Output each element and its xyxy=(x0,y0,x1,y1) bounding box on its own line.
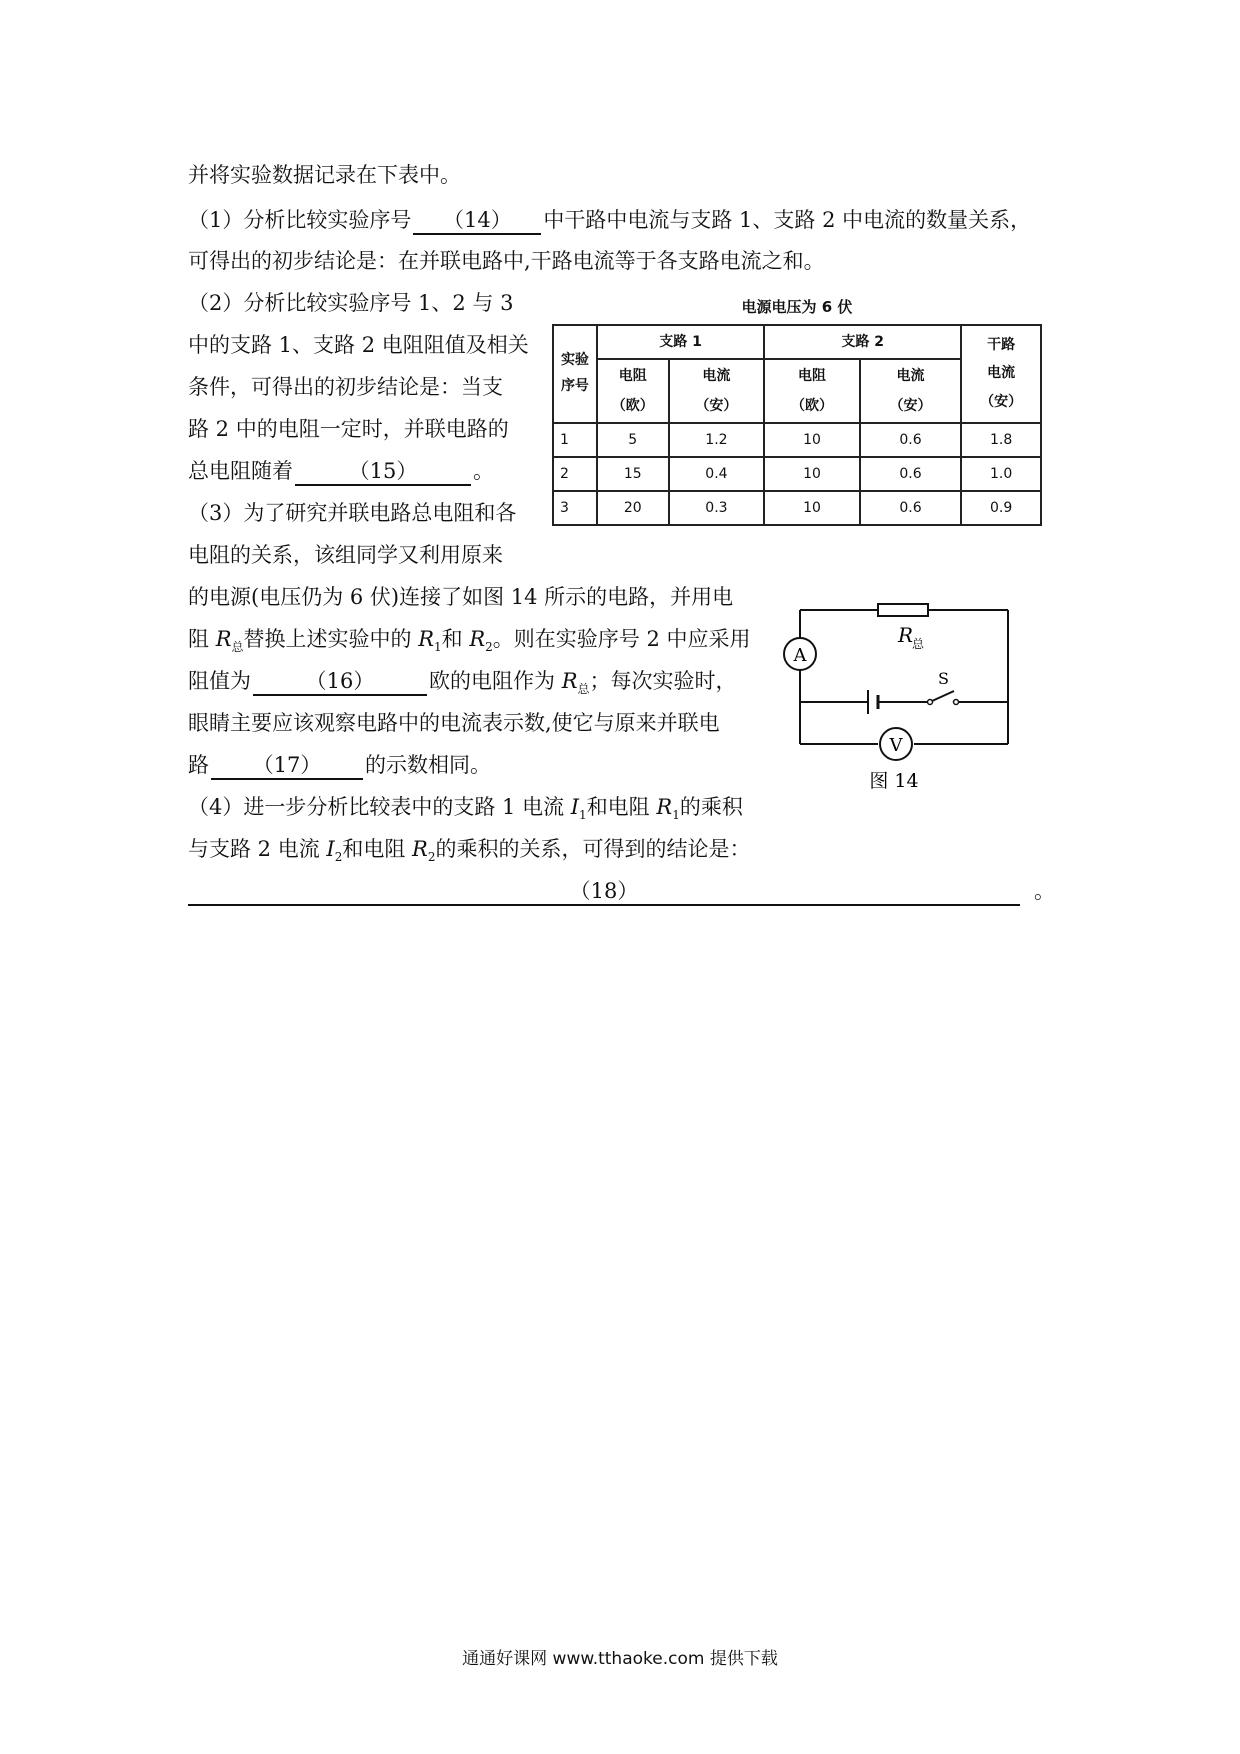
resistor-label: R xyxy=(898,623,914,647)
question-2-line-1: （2）分析比较实验序号 1、2 与 3 xyxy=(188,291,514,315)
header-branch1-current: 电流 （安） xyxy=(669,359,765,423)
question-3-line-4 xyxy=(188,624,751,662)
cell-i2: 0.6 xyxy=(860,491,962,525)
i1-subscript: 1 xyxy=(579,808,587,823)
q4-text-f: 的乘积的关系，可得到的结论是： xyxy=(435,837,751,861)
intro-line: 并将实验数据记录在下表中。 xyxy=(188,163,461,187)
ammeter-label: A xyxy=(793,645,807,666)
cell-i2: 0.6 xyxy=(860,423,962,457)
q4-text-end: 。 xyxy=(1034,879,1055,903)
header-branch-1: 支路 1 xyxy=(597,325,764,359)
q1-text-post: 中干路中电流与支路 1、支路 2 中电流的数量关系， xyxy=(543,208,1032,232)
data-table xyxy=(552,324,1042,526)
cell-i: 1.8 xyxy=(961,423,1041,457)
question-4-line-2 xyxy=(188,834,750,872)
cell-r2: 10 xyxy=(764,491,860,525)
answer-blank-15: （15） xyxy=(295,458,471,486)
cell-r1: 15 xyxy=(597,457,669,491)
q3-text-e: 阻值为 xyxy=(188,669,251,693)
header-branch2-resistance: 电阻 （欧） xyxy=(764,359,860,423)
q3-text-b: 替换上述实验中的 xyxy=(243,627,419,651)
q3-text-f: 欧的电阻作为 xyxy=(429,669,562,693)
header-branch-2: 支路 2 xyxy=(764,325,961,359)
q2-text-pre: 总电阻随着 xyxy=(188,459,293,483)
q4-text-d: 与支路 2 电流 xyxy=(188,837,327,861)
question-3-line-6: 眼睛主要应该观察电路中的电流表示数,使它与原来并联电 xyxy=(188,711,720,735)
r1-symbol: R xyxy=(418,627,435,651)
question-3-line-3: 的电源(电压仍为 6 伏)连接了如图 14 所示的电路，并用电 xyxy=(188,585,734,609)
question-3-line-2: 电阻的关系，该组同学又利用原来 xyxy=(188,543,503,567)
answer-blank-18: （18） xyxy=(188,878,1020,906)
question-1-line-2: 可得出的初步结论是：在并联电路中,干路电流等于各支路电流之和。 xyxy=(188,249,825,273)
q4-text-c: 的乘积 xyxy=(679,795,743,819)
q4-r2-symbol: R xyxy=(412,837,428,861)
q4-r2-subscript: 2 xyxy=(427,850,436,865)
r-total-symbol: R xyxy=(215,627,232,651)
question-4-line-3 xyxy=(188,876,1055,906)
header-main-current: 干路电流 （安） xyxy=(961,325,1041,423)
header-seq: 实验序号 xyxy=(553,325,597,423)
cell-r2: 10 xyxy=(764,457,860,491)
answer-blank-14: （14） xyxy=(413,207,541,235)
question-2-line-3: 条件，可得出的初步结论是：当支 xyxy=(188,375,503,399)
question-3-line-5 xyxy=(188,666,737,704)
answer-blank-17: （17） xyxy=(211,752,363,780)
cell-seq: 2 xyxy=(553,457,597,491)
q4-r1-symbol: R xyxy=(656,795,673,819)
cell-r1: 20 xyxy=(597,491,669,525)
table-row xyxy=(553,457,1041,491)
q4-text-b: 和电阻 xyxy=(586,795,657,819)
question-3-line-7 xyxy=(188,750,491,780)
q3-text-c: 和 xyxy=(441,627,470,651)
header-branch2-current: 电流 （安） xyxy=(860,359,962,423)
question-1-line-1 xyxy=(188,205,1031,235)
cell-seq: 3 xyxy=(553,491,597,525)
r-total-subscript-2: 总 xyxy=(577,682,590,697)
cell-seq: 1 xyxy=(553,423,597,457)
i2-subscript: 2 xyxy=(334,850,343,865)
switch-label: S xyxy=(938,669,949,688)
figure-caption: 图 14 xyxy=(869,770,919,792)
q3-text-h: 路 xyxy=(188,753,209,777)
resistor-label-subscript: 总 xyxy=(912,637,925,651)
question-4-line-1 xyxy=(188,792,743,830)
question-2-line-4: 路 2 中的电阻一定时，并联电路的 xyxy=(188,417,509,441)
q3-text-i: 的示数相同。 xyxy=(365,753,491,777)
question-2-line-5 xyxy=(188,456,494,486)
question-3-line-1: （3）为了研究并联电路总电阻和各 xyxy=(188,501,517,525)
cell-i1: 1.2 xyxy=(669,423,765,457)
q4-r1-subscript: 1 xyxy=(672,808,680,823)
cell-r2: 10 xyxy=(764,423,860,457)
q2-text-post: 。 xyxy=(473,459,494,483)
page-footer: 通通好课网 www.tthaoke.com 提供下载 xyxy=(462,1649,778,1669)
table-row xyxy=(553,491,1041,525)
q4-text-a: （4）进一步分析比较表中的支路 1 电流 xyxy=(188,795,571,819)
switch-lever xyxy=(932,691,954,701)
circuit-diagram xyxy=(760,590,1020,800)
q4-text-e: 和电阻 xyxy=(342,837,413,861)
r2-subscript: 2 xyxy=(485,640,493,655)
question-2-line-2: 中的支路 1、支路 2 电阻阻值及相关 xyxy=(188,333,529,357)
r1-subscript: 1 xyxy=(434,640,442,655)
table-caption: 电源电压为 6 伏 xyxy=(741,298,853,316)
i2-symbol: I xyxy=(326,837,335,861)
cell-i: 0.9 xyxy=(961,491,1041,525)
resistor-symbol xyxy=(878,604,928,616)
table-header-row-1 xyxy=(553,325,1041,359)
cell-i2: 0.6 xyxy=(860,457,962,491)
r-total-symbol-2: R xyxy=(561,669,578,693)
r2-symbol: R xyxy=(469,627,486,651)
q1-text-pre: （1）分析比较实验序号 xyxy=(188,208,412,232)
r-total-subscript: 总 xyxy=(231,640,244,655)
q3-text-a: 阻 xyxy=(188,627,216,651)
voltmeter-label: V xyxy=(889,735,903,756)
cell-r1: 5 xyxy=(597,423,669,457)
header-branch1-resistance: 电阻 （欧） xyxy=(597,359,669,423)
cell-i1: 0.4 xyxy=(669,457,765,491)
answer-blank-16: （16） xyxy=(253,668,427,696)
i1-symbol: I xyxy=(570,795,580,819)
q3-text-g: ；每次实验时， xyxy=(589,669,737,693)
switch-contact-right xyxy=(954,700,959,705)
q3-text-d: 。则在实验序号 2 中应采用 xyxy=(492,627,751,651)
table-row xyxy=(553,423,1041,457)
cell-i1: 0.3 xyxy=(669,491,765,525)
cell-i: 1.0 xyxy=(961,457,1041,491)
